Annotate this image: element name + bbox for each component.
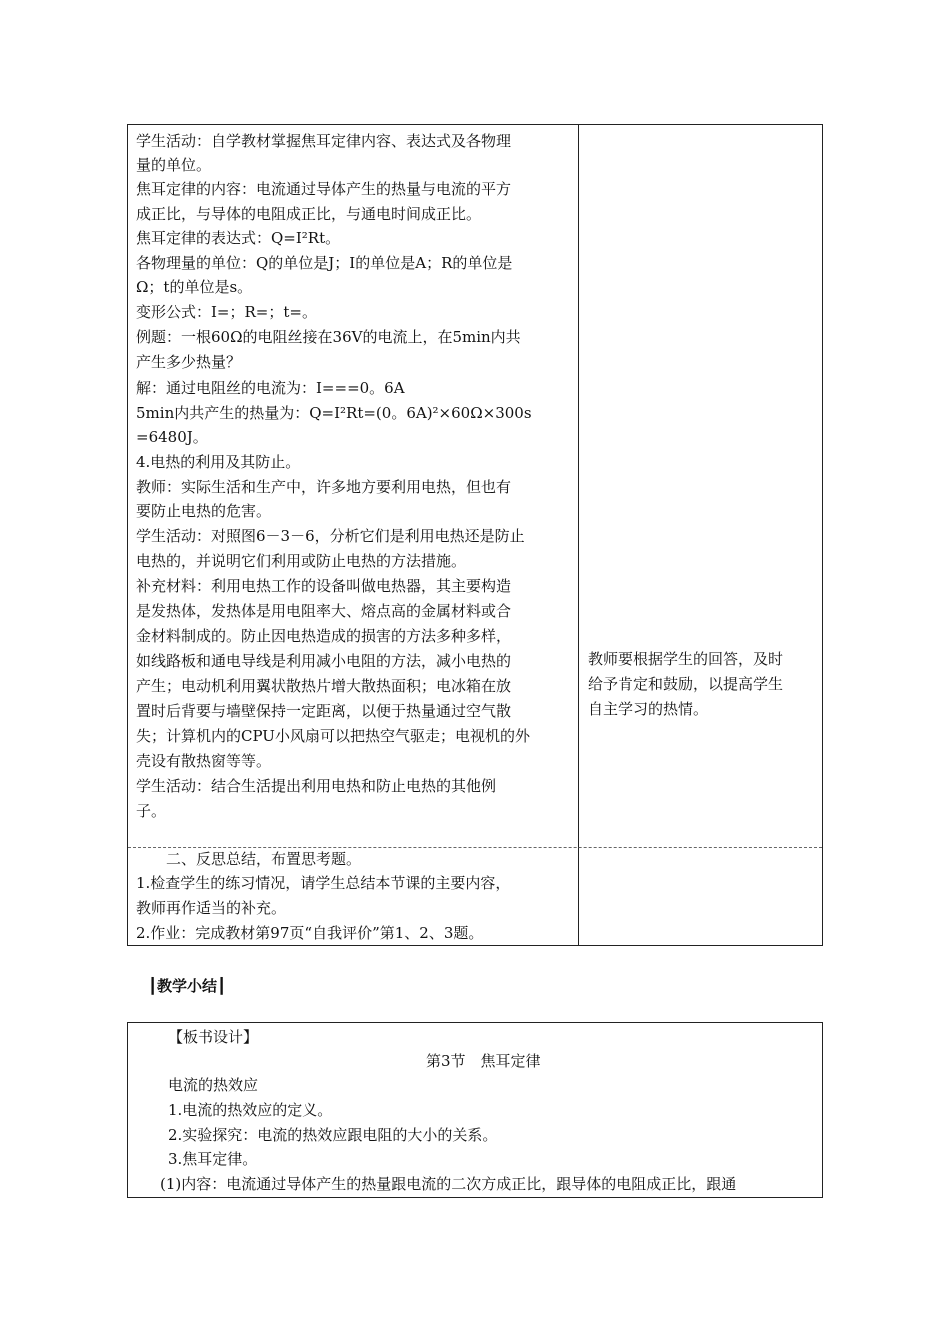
text-line: 4.电热的利用及其防止。 [136,453,301,471]
text-line: (1)内容：电流通过导体产生的热量跟电流的二次方成正比，跟导体的电阻成正比，跟通 [160,1175,737,1193]
text-line: 焦耳定律的内容：电流通过导体产生的热量与电流的平方 [136,180,512,198]
text-line: 例题：一根60Ω的电阻丝接在36V的电流上，在5min内共 [136,328,521,346]
row-divider [128,847,822,848]
text-line: 壳设有散热窗等等。 [136,752,272,770]
text-line: 如线路板和通电导线是利用减小电阻的方法，减小电热的 [136,652,512,670]
text-line: 教师：实际生活和生产中，许多地方要利用电热，但也有 [136,478,512,496]
column-divider [578,125,579,945]
text-line: 成正比，与导体的电阻成正比，与通电时间成正比。 [136,205,482,223]
text-line: 教师再作适当的补充。 [136,899,287,917]
section-heading: ┃教学小结┃ [148,977,227,995]
text-line: 金材料制成的。防止因电热造成的损害的方法多种多样， [136,627,512,645]
text-line: 置时后背要与墙壁保持一定距离，以便于热量通过空气散 [136,702,512,720]
board-title: 第3节 焦耳定律 [426,1052,541,1070]
text-line: 失；计算机内的CPU小风扇可以把热空气驱走；电视机的外 [136,727,530,745]
text-line: 各物理量的单位：Q的单位是J；I的单位是A；R的单位是 [136,254,513,272]
board-design-table [127,1022,823,1198]
text-line: 是发热体，发热体是用电阻率大、熔点高的金属材料或合 [136,602,512,620]
text-line: 电流的热效应 [168,1076,259,1094]
text-line: 变形公式：I=；R=；t=。 [136,303,317,321]
text-line: 2.作业：完成教材第97页“自我评价”第1、2、3题。 [136,924,484,942]
text-line: 学生活动：结合生活提出利用电热和防止电热的其他例 [136,777,497,795]
board-label: 【板书设计】 [168,1028,259,1046]
text-line: 量的单位。 [136,156,212,174]
text-line: 产生；电动机利用翼状散热片增大散热面积；电冰箱在放 [136,677,512,695]
text-line: 解：通过电阻丝的电流为：I===0。6A [136,379,405,397]
text-line: 1.检查学生的练习情况，请学生总结本节课的主要内容， [136,874,511,892]
text-line: 教师要根据学生的回答，及时 [588,650,784,668]
text-line: 补充材料：利用电热工作的设备叫做电热器，其主要构造 [136,577,512,595]
text-line: =6480J。 [136,428,208,446]
text-line: 1.电流的热效应的定义。 [168,1101,333,1119]
text-line: 3.焦耳定律。 [168,1150,258,1168]
text-line: 学生活动：自学教材掌握焦耳定律内容、表达式及各物理 [136,132,512,150]
text-line: 焦耳定律的表达式：Q=I²Rt。 [136,229,341,247]
text-line: 产生多少热量？ [136,353,242,371]
text-line: 学生活动：对照图6－3－6，分析它们是利用电热还是防止 [136,527,525,545]
lesson-table [127,124,823,946]
text-line: 自主学习的热情。 [588,700,709,718]
text-line: 二、反思总结，布置思考题。 [136,850,362,868]
text-line: 2.实验探究：电流的热效应跟电阻的大小的关系。 [168,1126,498,1144]
text-line: Ω；t的单位是s。 [136,278,253,296]
text-line: 5min内共产生的热量为：Q=I²Rt=(0。6A)²×60Ω×300s [136,404,532,422]
text-line: 要防止电热的危害。 [136,502,272,520]
text-line: 子。 [136,802,167,820]
text-line: 给予肯定和鼓励，以提高学生 [588,675,784,693]
text-line: 电热的，并说明它们利用或防止电热的方法措施。 [136,552,467,570]
